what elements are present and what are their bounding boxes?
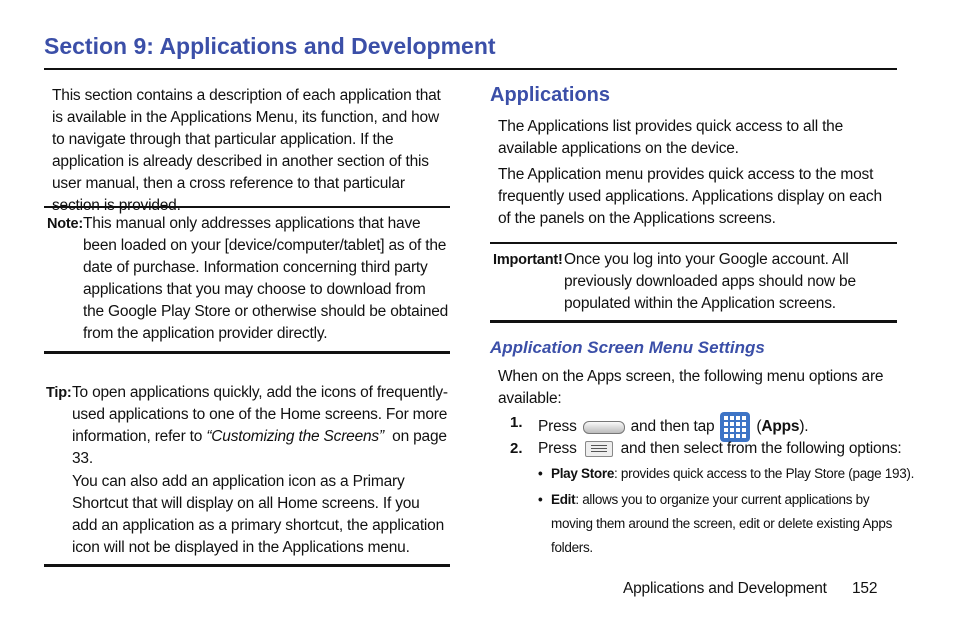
tip-text-2: You can also add an application icon as a Primary Shortcut that will display on all Home screens. If you add an application as a primary shortcut, the application icon will not be displayed in the Applications menu. [72, 473, 445, 556]
step-2-press: Press [538, 440, 577, 457]
tip-text-before: To open applications quickly, add the icons of frequently-used applications to one of the Home screens. For more information, refer to [72, 384, 448, 445]
tip-reference-link[interactable]: “Customizing the Screens” [206, 428, 384, 445]
note-label: Note: [47, 216, 84, 232]
tip-label: Tip: [46, 385, 72, 401]
footer-page-number: 152 [852, 580, 878, 597]
step-1-apps-label: Apps [761, 418, 800, 435]
step-2 [538, 438, 902, 460]
tip-rule-bottom [44, 564, 450, 567]
important-text: Once you log into your Google account. All previously downloaded apps should now be populated within the Application screens. [564, 251, 856, 312]
menu-key-icon [585, 441, 613, 457]
step-1-open-paren: ( [756, 418, 762, 435]
section-title: Section 9: Applications and Development [44, 33, 496, 59]
menu-settings-heading: Application Screen Menu Settings [490, 338, 765, 357]
applications-paragraph-1: The Applications list provides quick access to all the available applications on the device. [498, 118, 844, 157]
bullet-edit [538, 488, 900, 560]
footer-section-name: Applications and Development [623, 580, 827, 597]
bullet-dot: • [538, 492, 543, 507]
step-1-and-then-tap: and then tap [630, 418, 715, 435]
bullet-edit-term: Edit [551, 492, 576, 507]
bullet-edit-desc: : allows you to organize your current applications by moving them around the screen, edit or delete existing Apps folders. [551, 492, 893, 555]
home-key-icon [583, 421, 625, 434]
tip-text-after: on page 33. [72, 428, 451, 467]
tip-text [72, 382, 451, 470]
applications-heading: Applications [490, 84, 611, 106]
bullet-play-store-term: Play Store [551, 466, 615, 481]
important-rule-top [490, 242, 897, 244]
bullet-dot: • [538, 466, 543, 481]
step-1-press: Press [538, 418, 577, 435]
step-2-number: 2. [510, 440, 523, 457]
important-rule-bottom [490, 320, 897, 323]
intro-paragraph: This section contains a description of each application that is available in the Applications Menu, its function, and how to navigate through that particular application. If the application is already described in another section of this user manual, then a cross reference to that particular [52, 87, 441, 192]
applications-paragraph-2: The Application menu provides quick access to the most frequently used applications. Applications display on each of the panels on the Applications screens. [498, 166, 882, 227]
note-rule-bottom [44, 351, 450, 354]
menu-settings-intro: When on the Apps screen, the following menu options are available: [498, 368, 884, 407]
note-rule-top [44, 206, 450, 208]
step-1-close: ). [799, 418, 809, 435]
bullet-play-store [538, 462, 915, 486]
note-text: This manual only addresses applications that have been loaded on your [device/computer/tablet] as of the date of purchase. Information concerning third party applications that you may choose to download from the Google Play Store or otherwise should be obtained from the application provider directly. [83, 215, 449, 342]
bullet-play-store-desc: : provides quick access to the Play Store (page 193). [614, 466, 915, 481]
title-rule [44, 68, 897, 70]
step-1-number: 1. [510, 414, 523, 431]
important-label: Important! [493, 252, 563, 268]
step-2-rest: and then select from the following options: [620, 440, 902, 457]
